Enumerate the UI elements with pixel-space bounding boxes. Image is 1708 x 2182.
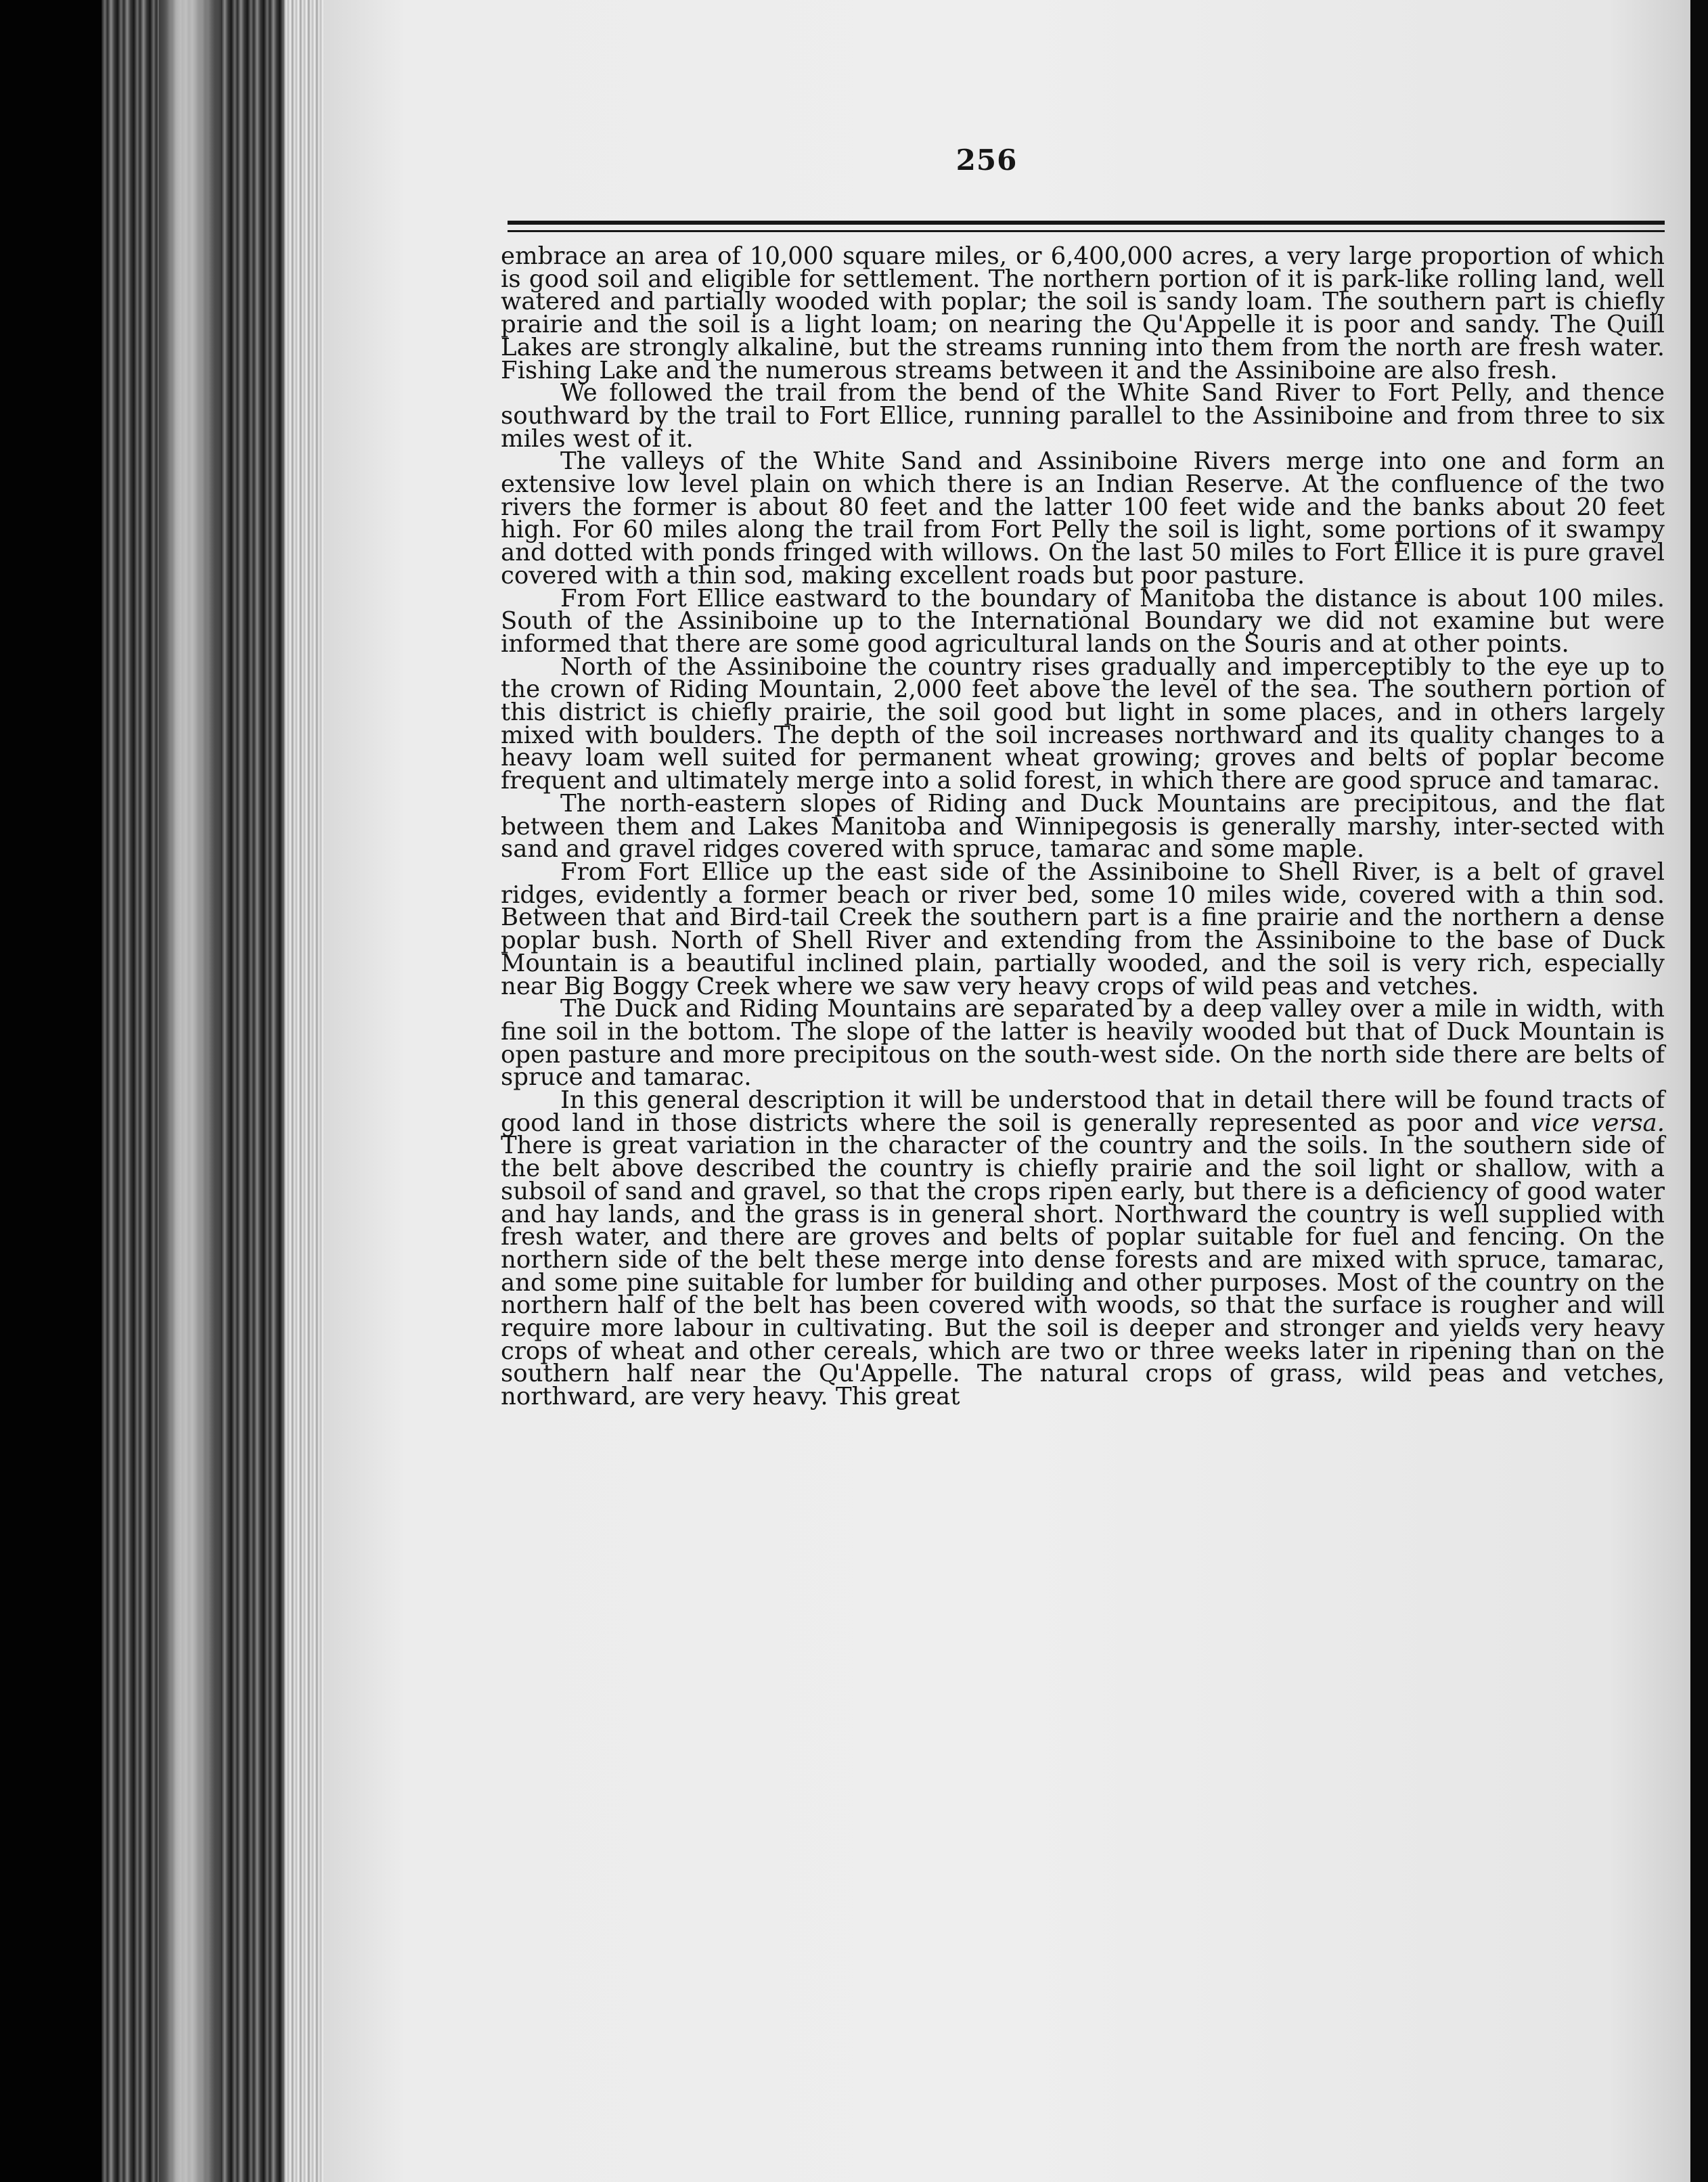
paragraph — [501, 1086, 1665, 1411]
paragraph: The Duck and Riding Mountains are separated by a deep valley over a mile in width, with fine soil in the bottom. The slope of the latter is heavily wooded but that of Duck Mountain is open pasture and more precipitous on the south-west side. On the north side there are belts of spruce and tamarac. — [501, 995, 1665, 1092]
paragraph: The valleys of the White Sand and Assiniboine Rivers merge into one and form an extensive low level plain on which there is an Indian Reserve. At the confluence of the two rivers the former is about 80 feet and the latter 100 feet wide and the banks about 20 feet high. For 60 miles along the trail from Fort Pelly the soil is light, some portions of it swampy and dotted with ponds fringed with willows. On the last 50 miles to Fort Ellice it is pure gravel covered with a thin sod, making excellent roads but poor pasture. — [501, 447, 1665, 589]
paragraph: The north-eastern slopes of Riding and Duck Mountains are precipitous, and the flat between them and Lakes Manitoba and Winnipegosis is generally marshy, inter-sected with sand and gravel ridges covered with spruce, tamarac and some maple. — [501, 789, 1665, 864]
paragraph: embrace an area of 10,000 square miles, or 6,400,000 acres, a very large proportion of which is good soil and eligible for settlement. The northern portion of it is park-like rolling land, well watered and partially wooded with poplar; the soil is sandy loam. The southern part is chiefly prairie and the soil is a light loam; on nearing the Qu'Appelle it is poor and sandy. The Quill Lakes are strongly alkaline, but the streams running into them from the north are fresh water. Fishing Lake and the numerous streams between it and the Assiniboine are also fresh. — [501, 242, 1665, 384]
paragraph-text: There is great variation in the character of the country and the soils. In the southern side of the belt above described the country is chiefly prairie and the soil light or shallow, with a subsoil of sand and gravel, so that the crops ripen early, but there is a deficiency of good water and hay lands, and the grass is in general short. Northward the country is well supplied with fresh water, and there are groves and belts of poplar suitable for fuel and fencing. On the northern side of the belt these merge into dense forests and are mixed with spruce, tamarac, and some pine suitable for lumber for building and other purposes. Most of the country on the northern half of the belt has been covered with woods, so that the surface is rougher and will require more labour in cultivating. But the soil is deeper and stronger and yields very heavy crops of wheat and other cereals, which are two or three weeks later in ripening than on the southern half near the Qu'Appelle. The natural crops of grass, wild peas and vetches, northward, are very heavy. This great — [501, 1132, 1665, 1411]
page-stack-edge — [284, 0, 325, 2182]
body-text — [501, 242, 1665, 1411]
header-rule-thick — [508, 221, 1665, 225]
italic-phrase: vice versa. — [1530, 1109, 1665, 1137]
header-rule-thin — [508, 230, 1665, 232]
paragraph-text: In this general description it will be understood that in detail there will be found tracts of good land in those districts where the soil is generally represented as poor and — [501, 1086, 1665, 1137]
book-spine-highlight — [159, 0, 220, 2182]
right-edge-shadow — [1690, 0, 1708, 2182]
paragraph: We followed the trail from the bend of the White Sand River to Fort Pelly, and thence southward by the trail to Fort Ellice, running parallel to the Assiniboine and from three to six miles west of it. — [501, 379, 1665, 453]
book-binding-shadow — [0, 0, 102, 2182]
paragraph: From Fort Ellice up the east side of the Assiniboine to Shell River, is a belt of gravel ridges, evidently a former beach or river bed, some 10 miles wide, covered with a thin sod. Between that and Bird-tail Creek the southern part is a fine prairie and the northern a dense poplar bush. North of Shell River and extending from the Assiniboine to the base of Duck Mountain is a beautiful inclined plain, partially wooded, and the soil is very rich, especially near Big Boggy Creek where we saw very heavy crops of wild peas and vetches. — [501, 858, 1665, 1000]
paragraph: From Fort Ellice eastward to the boundary of Manitoba the distance is about 100 miles. South of the Assiniboine up to the International Boundary we did not examine but were informed that there are some good agricultural lands on the Souris and at other points. — [501, 584, 1665, 658]
page-number: 256 — [956, 143, 1018, 177]
page — [323, 0, 1690, 2182]
paragraph: North of the Assiniboine the country rises gradually and imperceptibly to the eye up to the crown of Riding Mountain, 2,000 feet above the level of the sea. The southern portion of this district is chiefly prairie, the soil good but light in some places, and in others largely mixed with boulders. The depth of the soil increases northward and its quality changes to a heavy loam well suited for permanent wheat growing; groves and belts of poplar become frequent and ultimately merge into a solid forest, in which there are good spruce and tamarac. — [501, 652, 1665, 795]
